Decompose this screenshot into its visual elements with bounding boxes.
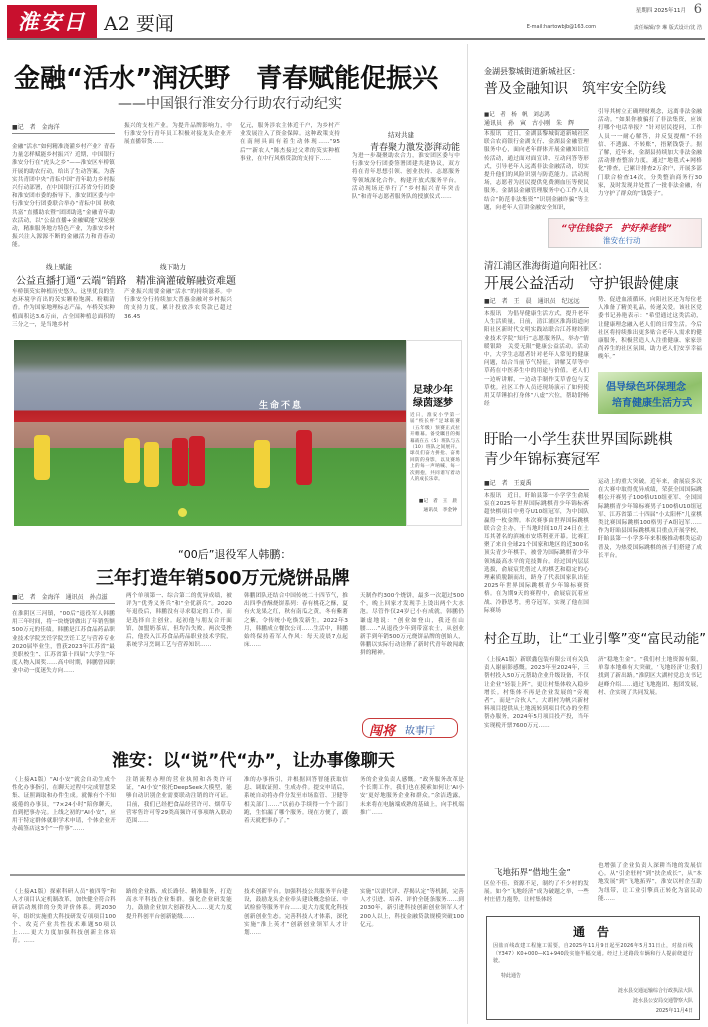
lead-col2: 振兴的支柱产业。为提升品牌影响力，中行淮安分行青年员工积极对接龙头企业开展直播带货…… — [124, 123, 232, 146]
story2-col2: 两个单项第一、综合第二的优异成绩，被评为“优秀义务兵”和“全优新兵”。2020年退役后，韩鹏没有寻求稳定的工作，而是选择自主创业。起初他与朋友合开面馆，加盟奶茶店，但均告失败。两次受挫后，他投入江苏食品药品职业技术学院，系统学习烹调工艺与营养知识…… — [126, 593, 232, 649]
notice-date: 2025年11月4日 — [655, 1008, 693, 1014]
right-top-title: 普及金融知识 筑牢安全防线 — [484, 81, 666, 97]
right-mid-col1: 本报讯 为倡导健康生活方式，提升老年人生活质量，日前，清江浦区淮海街道向阳社区新时代文明实践站联合江苏财经职业技术学院“知行”志愿服务队，举办“情暖银龄 关爱无限”健康公益活动。活动中，大学生志愿者针对老年人常见的健康问题，结合当前节气特征，讲解艾草等中草药在中医养生中的用途与价值。老人们一边听讲解，一边动手制作艾草香包与艾草枕。社区工作人员还现场演示了如何使用艾草锤拍打身体“八虚”穴位，帮助舒畅经 — [484, 311, 589, 408]
public-notice — [486, 916, 700, 1020]
player-figure — [34, 435, 50, 480]
sec3-title: 青春聚力激发澎湃动能 — [370, 143, 461, 153]
green-banner-line1: 倡导绿色环保理念 — [606, 382, 686, 393]
lead-title: 金融“活水”润沃野 青春赋能促振兴 — [14, 64, 439, 94]
feature-caption: 近日，淮安小学第一届“校长杯”足球联赛（五年级）预赛正式拉开帷幕。备受瞩目的揭幕战在五（5）班队与五（10）班队之间展开。球员们奋力拼抢、奋勇回防的身影，以及赛场上的每一声呐喊、每一次拥抱，共同谱写着动人的成长乐章。 — [410, 413, 460, 483]
player-figure — [296, 430, 312, 485]
notice-body: 因盐百线改建工程施工需要，自2025年11月9日起至2026年5月31日止，对盐百线（Y347）K0+000—K1+940段实施半幅交通。经过上述路段车辆和行人提前绕道行驶。 — [493, 943, 693, 964]
column-badge-suffix: 故事厅 — [405, 726, 435, 737]
player-figure — [144, 442, 159, 487]
player-figure — [189, 436, 205, 486]
feature-credit1: ■记 者 王 晨 — [418, 499, 457, 504]
football-photo — [14, 340, 406, 526]
email: E-mail:hartowbjb@163.com — [526, 24, 596, 30]
right-bottom-col2: 济“稳地生金”。“我们村土地资源有限，单靠本地难有大突破，‘飞地经济’让我们找到了新出路。”淮阴区大湖村党总支书记赵峰介绍……通过飞地抱团、抱团发展，村、企实现了共同发展。 — [598, 657, 702, 696]
sec2-kicker: 线下助力 — [160, 263, 186, 271]
right-bottom-subhead: 飞地拓界“借地生金” — [494, 868, 571, 878]
lead-col3: 亿元，服务涉农主体近千户，为乡村产业发展注入了资金保障。这种政策支持在南闸具面有着生动体现……“95后”“新农人”陈杰接过父辈的芡实种植事业，在中行风格贷款的支持下…… — [240, 123, 340, 162]
player-figure — [254, 440, 270, 488]
column-badge-mark: 闯将 — [369, 724, 396, 739]
chess-title-line2: 青少年锦标赛冠军 — [484, 452, 600, 468]
page-number: 6 — [693, 2, 702, 17]
feature-title-line2: 绿茵逐梦 — [413, 398, 453, 409]
safety-banner-sub: 淮安在行动 — [603, 236, 641, 245]
right-top-byline2: 通讯员 孙 寅 古小刚 朱 辉 — [484, 118, 589, 130]
column-divider — [467, 44, 468, 1024]
story3-col2: 注销流程办理的营业执照和各类许可证，“AI小安”依托DeepSeek大模型，能够自动识别企业需要联动注销的许可证。目前，我们已经把食品经营许可、烟草专营零售许可等29类高频许可事项纳入联动范围…… — [126, 777, 232, 825]
date-line: 星期四 2025年11月 — [635, 8, 686, 14]
page-label: A2 要闻 — [104, 13, 174, 35]
feature-title-line1: 足球少年 — [413, 385, 453, 396]
safety-banner-title: “守住钱袋子 护好养老钱” — [561, 224, 672, 234]
story4-col4: 实施“以需代评、荐揭认定”等机制，完善人才引进、培养、评价全链条服务……到2030年，新引进科技创新创业领军人才200人以上，科技金融贷款规模突破100亿元。 — [360, 889, 464, 928]
feature-credit2: 通讯员 李金钟 — [423, 508, 457, 513]
notice-closing: 特此通告 — [501, 973, 522, 979]
right-bottom-col4: 也增强了企业负责人深耕当地的发展信心。从“引企驻村”到“扶企成长”，从“本地发展”到“飞地拓界”，淮安以村企互助为纽带，让工业引擎真正转化为富民动能…… — [598, 863, 702, 902]
story3-col1: （上接A1版）“AI小安”就会自动生成个性化办事指引，在聊天过程中完成智慧采集、证照调取和办件生成。就像有个不知疲倦的办事员，“7×24小时”陪你聊天，直到把事办完。上线之初的“AI小安”，应用于特定群体就职学术申请，个体企业开办疏签店这3个“一件事”…… — [12, 777, 116, 833]
story4-col1: （上接A1版）探索科研人员“被四等”和人才项目认定机制改革，加快健全符合科研活动规律的分类评价体系。到2030年，组织实施重大科技研发专项项目100个、攻克产业共性技术难题50项以上……更大力度加强科技创新主体培育。…… — [12, 889, 116, 945]
right-bottom-col3: 区位不佳、资源不足，制约了不少村的发展。如今“飞地经济”成为破题之举，一些村庄借力抱势，让村集体经 — [484, 881, 589, 904]
right-top-col1: 本报讯 近日，金湖县黎城街道新城社区联合农商银行金湖支行、金湖县金融管理服务中心，面向老年群体开展金融知识宣传活动，通过面对面宣讲、互动问答等形式，引导老年人远离非法金融活动，切实提升他们的风险识别与防范能力。活动现场，志愿者为居民提供免费测血压等便民服务。金湖县金融管理服务中心工作人员结合“防范非法集资”“识别金融诈骗”等主题，向老年人宣讲金融安全知识， — [484, 131, 589, 211]
chess-title-line1: 盱眙一小学生获世界国际跳棋 — [484, 432, 673, 448]
story3-col3: 准的办事指引，并根据回答智能获取信息、调取证照、生成办件。提交申请后，系统自动将办件分发至市场监管、卫健等相关部门……“以前办手续得一个个部门跑，生怕漏了哪个服务。现在方便了，跟着天就把事办了。” — [244, 777, 348, 825]
sec2-title: 精准滴灌破解融资难题 — [136, 276, 236, 287]
column-badge — [362, 718, 458, 738]
masthead-logo: 淮安日报 — [7, 5, 97, 38]
story2-col4: 天制作约300个烧饼，最多一次超过500个，晚上回家才发现手上烫出两个大水泡。尽管作仅24岁已小有成就，韩鹏仍谦虚地说：“创业如登山，我还在山腰……”从退役少年到带富农士，从创业新手到年销500万元烧饼品牌的创始人，韩鹏以实际行动诠释了新时代青年敢闯敢拼的精神。 — [360, 593, 464, 657]
sec3-kicker: 结对共建 — [388, 131, 414, 139]
sec1-kicker: 线上赋能 — [46, 263, 72, 271]
sec3-text: 为进一步凝聚助农合力，淮安团区委与中行淮安分行团委签署团建共建协议，双方将在青年思想引领、创业扶持、志愿服务等领域深化合作，构建开放式服务平台。活动现场还举行了“乡村振兴青年突击队”和青年志愿者服务队的授旗仪式…… — [352, 153, 460, 201]
right-bottom-title: 村企互助，让“工业引擎”变“富民动能” — [484, 632, 706, 647]
header-rule — [7, 38, 705, 40]
notice-issuer1: 涟水县交通运输综合行政执法大队 — [617, 988, 693, 994]
story4-col2: 路的企业路、成长路径、精准服务，打造高水平科技企业集群。强化企业研发能力，鼓励企业加大创新投入……更大力度提升科创平台创新能级…… — [126, 889, 232, 920]
sec2-text: 产业振兴需要金融“活水”的持续滋养。中行淮安分行持续加大普惠金融对乡村振兴的支持力度，累计投放涉农贷款已超过36.45 — [124, 289, 232, 320]
right-top-byline1: ■记 者 杨 帆 刘志鸿 — [484, 112, 550, 118]
section-divider — [10, 874, 465, 876]
football — [178, 508, 187, 517]
green-banner-line2: 培育健康生活方式 — [612, 398, 692, 409]
story3-col4: 务的企业负责人感慨。“政务服务改革是个长期工作，我们也在摸索如何让‘AI小安’更好地服务企业和群众。”余洁透露，未来将在电脑端成熟的基础上，向手机端推广…… — [360, 777, 464, 816]
green-banner — [598, 372, 702, 414]
lead-intro: 金融“活水”如何精准浇灌乡村产业？青春力量怎样赋能乡村振兴？近期，中国银行淮安分行在“虎头之乡”——淮安区车桥镇开展的助农行动，给出了生动答案。为落实共青团中央“青耘中国”青年助力乡村振兴行动部署，在中国银行江苏省分行团委和淮安团市委的指导下，淮安团区委与中行淮安分行团委联合举办“青耘中国 秋收共富”直播助农暨“团团助选”金融青年助农活动，以“公益直播+金融赋能”双轮驱动，精准服务地方特色产业，为淮安乡村振兴注入源源不断的金融活力和青春动能。 — [12, 144, 115, 249]
sec1-text: 车桥镇芡实种植历史悠久。这里优良的生态环境孕育出的芡实颗粒饱满、粉糯清香。作为国家地理标志产品，车桥芡实种植面积达3.6万亩，占全国种植总面积的三分之一，是当地乡村 — [12, 289, 115, 328]
right-mid-title: 开展公益活动 守护银龄健康 — [484, 274, 680, 292]
safety-banner — [548, 218, 702, 248]
lead-subtitle: ——中国银行淮安分行助农行动纪实 — [118, 96, 342, 112]
story2-title: 三年打造年销500万元烧饼品牌 — [96, 568, 350, 589]
right-top-col2: 引导其树立正确理财观念，远离非法金融活动。“如果你被骗打了非法集资，应该打哪个电话举报？”针对居民提问，工作人员一一耐心解答，并反复提醒“不轻信、不透露、不转账”，捂紧钱袋子。据了解，近年来，金湖县持续加大非法金融活动排查整治力度，通过“地毯式+网格化”排查，已累计排查2万余户，开展多部门联合检查14次，分类整治商务行30家，及时发现并处置了一批非法金融，有力守护了群众的“钱袋子”。 — [598, 109, 702, 198]
sec1-title: 公益直播打通“云端”销路 — [16, 276, 127, 287]
right-mid-kicker: 清江浦区淮海街道向阳社区： — [484, 261, 608, 272]
story2-kicker: “00后”退役军人韩鹏： — [178, 548, 292, 561]
lead-byline: ■记 者 金海洋 — [12, 122, 115, 134]
photo-caption-box — [406, 340, 462, 526]
notice-issuer2: 涟水县公安局交通警察大队 — [632, 998, 693, 1004]
player-figure — [124, 438, 140, 483]
story3-title: 淮安：以“说”代“办”，让办事像聊天 — [112, 751, 395, 771]
right-bottom-col1: （上接A1版）新联鑫包装有限公司有关负责人谢丽影感慨。2023年至2024年，三帮村投入50万元帮助企业升级设备，不仅让企业“轻装上阵”，更让村集体收入稳步增长。村集体不再是企业发展的“旁观者”，而是“合伙人”。大胡村为帆兴新材料项目提供从土地流转到项目代办的全程帮办服务，2024年5月项目投产投，当年实现税开票7600万元…… — [484, 657, 589, 729]
story2-byline: ■记 者 金海洋 通讯员 孙点滋 — [12, 592, 115, 604]
right-top-kicker: 金湖县黎城街道新城社区： — [484, 67, 580, 76]
story4-col3: 技术创新平台。加强科技公共服务平台建设，鼓励龙头企业牵头建设概念验证、中试检验等服务平台……更大力度优化科技创新创业生态。完善科技人才体系，深化实施“淮上英才”创新创业领军人才计划…… — [244, 889, 348, 937]
story2-col3: 韩鹏团队还结合中国传统二十四节气，推出四季香酥烧饼系列：春有桃花之酥，夏有火龙果之红，秋有南瓜之黄，冬有紫薯之紫，令传统小吃焕发新生。2022年3月，韩鹏成立餐饮公司……生活中，韩鹏始终保持着军人作风：每天凌晨7点起床…… — [244, 593, 348, 649]
story2-col1: 在淮阴区三河镇，“00后”退役军人韩鹏用三年时间，将一块烧饼做出了年销售额500万元的佳绩。韩鹏是江苏食品药品职业技术学院烹饪学院烹饪工艺与营养专业2020届毕业生，曾获2023年江苏省“最美职校生”、江苏省第十四届“大学生”年度人物入围奖……高中时期，韩鹏曾因职业中动一度迷失方向…… — [12, 611, 115, 675]
chess-col2: 运动上的重大突破。近年来，俞展宸多次在大赛中取得优异成绩，荣获全国国际跳棋公开赛男子100格U10组亚军、全国国际跳棋青少年锦标赛男子100格U10组冠军、江苏省第二十四届“小太阳杯”儿童棋类比赛国际跳棋100格男子A组冠军……作为盱眙县国际跳棋项目重点开展学校，盱眙县第一小学多年来积极推动棋类运动普及，为热爱国际跳棋的孩子们搭建了成长平台。 — [598, 479, 702, 559]
chess-byline: ■记 者 王夏禹 — [484, 478, 589, 490]
editors: 责任编辑/李 琳 版式设计/沈 浩 — [633, 25, 702, 31]
notice-title: 通 告 — [573, 925, 610, 939]
photo-banner-text: 生命不息 — [259, 401, 304, 411]
right-mid-col2: 势、促进血液循环。向阳社区还为每位老人准备了精美礼品，传递关爱。该社区党委书记孙艳表示：“希望通过这类活动，让健康理念融入老人们的日常生活。今后社区将持续推出更多贴合老年人需求的健康服务，积极营造人人注重健康、家家崇尚养生的社区氛围，助力老人们安享幸福晚年。” — [598, 297, 702, 361]
chess-col1: 本报讯 近日，盱眙县第一小学学生俞展宸在2025年世界国际跳棋青少年锦标赛超快棋项目中勇夺U10组冠军，为中国队赢得一枚金牌。本次赛事由世界国际跳棋联合会主办，于当地时间10月24日在土耳其著名的滨城市安塔利亚开幕。比赛汇聚了来自全球21个国家和地区的近300名顶尖青少年棋手，被誉为国际跳棋青少年领域最高水平的竞技舞台。经过国内层层选拔，俞展宸凭借过人的棋艺和稳定的心理素质脱颖而出，跻身了代表国家队出征2025年世界国际跳棋青少年锦标赛资格。在为期9天的赛程中，俞展宸沉着应战、冷静思考，勇夺冠军，实现了他在国际赛场 — [484, 493, 589, 614]
right-mid-byline: ■记 者 王 晨 通讯员 纪远远 — [484, 296, 589, 308]
player-figure — [172, 438, 188, 486]
